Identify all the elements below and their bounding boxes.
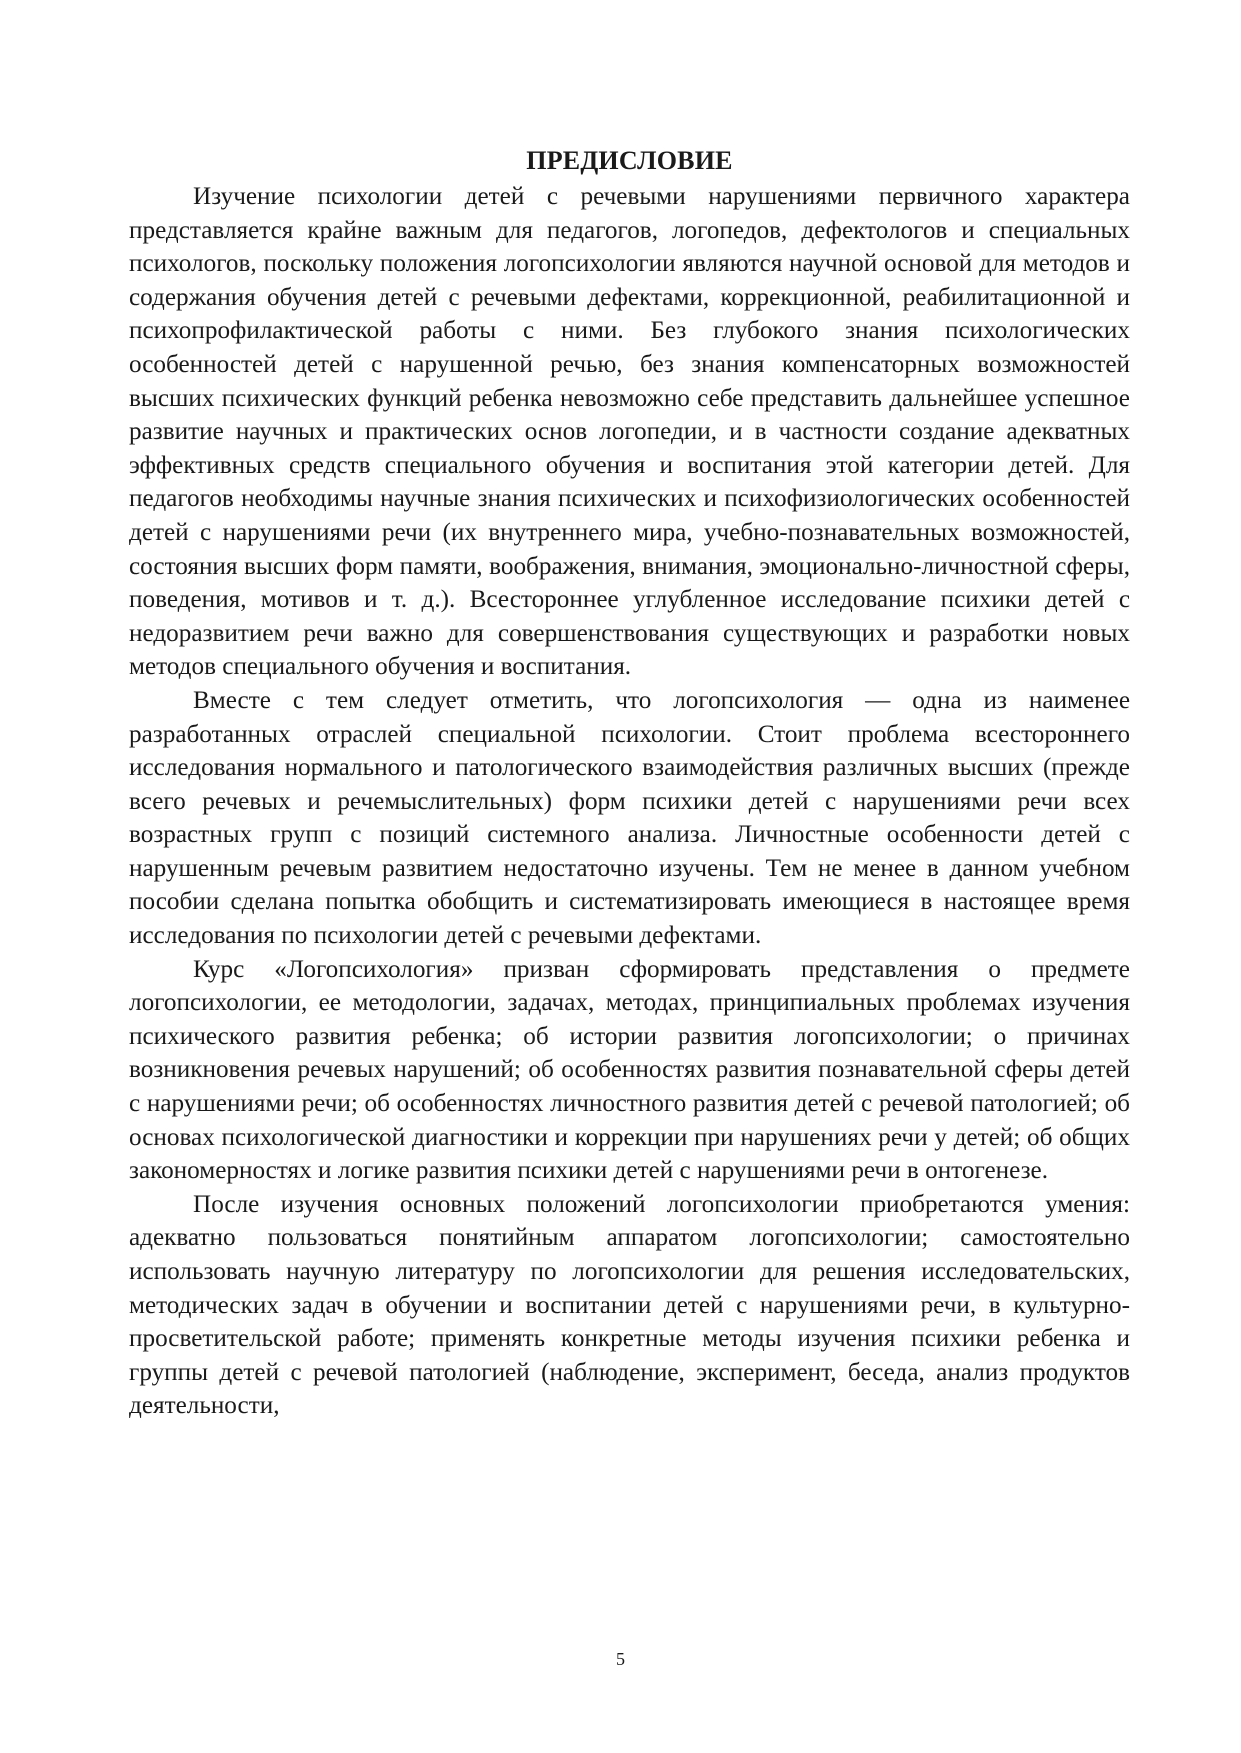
document-page	[129, 144, 1130, 1423]
paragraph: Курс «Логопсихология» призван сформировать представления о предмете логопсихологии, ее методологии, задачах, методах, принципиальных проблемах изучения психического развития ребенка; об истории развития логопсихологии; о причинах возникновения речевых нарушений; об особенностях развития познавательной сферы детей с нарушениями речи; об особенностях личностного развития детей с речевой патологией; об основах психологической диагностики и коррекции при нарушениях речи у детей; об общих закономерностях и логике развития психики детей с нарушениями речи в онтогенезе.	[129, 955, 1130, 1185]
paragraph: Вместе с тем следует отметить, что логопсихология — одна из наименее разработанных отраслей специальной психологии. Стоит проблема всестороннего исследования нормального и патологического взаимодействия различных высших (прежде всего речевых и речемыслительных) форм психики детей с нарушениями речи всех возрастных групп с позиций системного анализа. Личностные особенности детей с нарушенным речевым развитием недостаточно изучены. Тем не менее в данном учебном пособии сделана попытка обобщить и систематизировать имеющиеся в настоящее время исследования по психологии детей с речевыми дефектами.	[129, 686, 1130, 950]
paragraph: Изучение психологии детей с речевыми нарушениями первичного характера представляется крайне важным для педагогов, логопедов, дефектологов и специальных психологов, поскольку положения логопсихологии являются научной основой для методов и содержания обучения детей с речевыми дефектами, коррекционной, реабилитационной и психопрофилактической работы с ними. Без глубокого знания психологических особенностей детей с нарушенной речью, без знания компенсаторных возможностей высших психических функций ребенка невозможно себе представить дальнейшее успешное развитие научных и практических основ логопедии, и в частности создание адекватных эффективных средств специального обучения и воспитания этой категории детей. Для педагогов необходимы научные знания психических и психофизиологических особенностей детей с нарушениями речи (их внутреннего мира, учебно-познавательных возможностей, состояния высших форм памяти, воображения, внимания, эмоционально-личностной сферы, поведения, мотивов и т. д.). Всестороннее углубленное исследование психики детей с недоразвитием речи важно для совершенствования существующих и разработки новых методов специального обучения и воспитания.	[129, 183, 1130, 681]
paragraph: После изучения основных положений логопсихологии приобретаются умения: адекватно пользоваться понятийным аппаратом логопсихологии; самостоятельно использовать научную литературу по логопсихологии для решения исследовательских, методических задач в обучении и воспитании детей с нарушениями речи, в культурно-просветительской работе; применять конкретные методы изучения психики ребенка и группы детей с речевой патологией (наблюдение, эксперимент, беседа, анализ продуктов деятельности,	[129, 1190, 1130, 1420]
page-title: ПРЕДИСЛОВИЕ	[526, 146, 733, 175]
page-number: 5	[616, 1649, 625, 1669]
